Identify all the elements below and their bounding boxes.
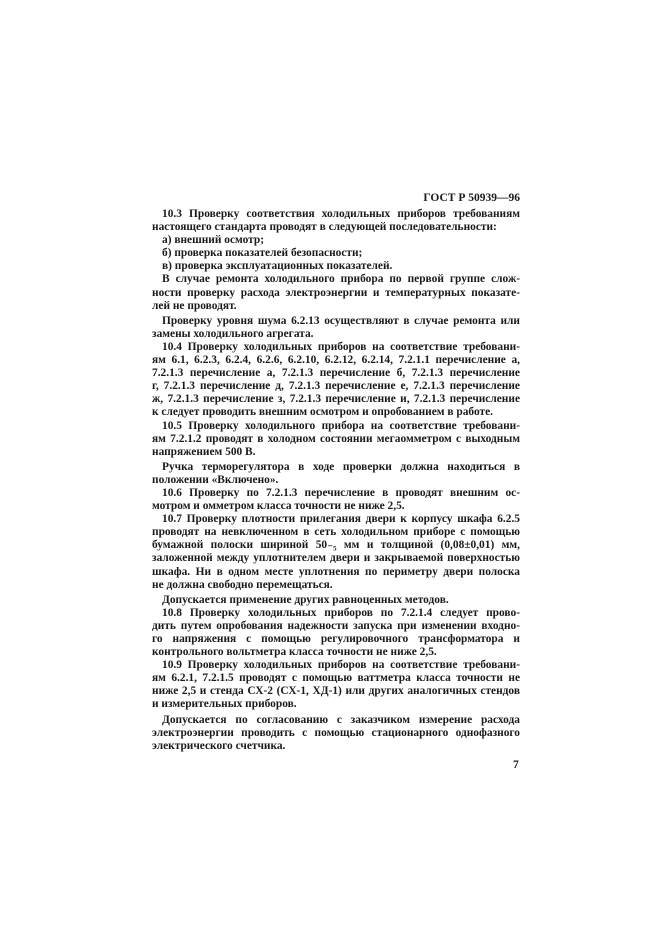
- text-line: шкафа. Ни в одном месте уплотнения по периметру двери полоска: [152, 565, 520, 578]
- text-line: не должна свободно перемещаться.: [152, 578, 333, 591]
- text-line: го напряжения с помощью регулировочного трансформатора и: [152, 633, 520, 645]
- paragraph: [152, 315, 520, 341]
- text-line: электрического счетчика.: [152, 739, 286, 752]
- paragraph: [152, 208, 520, 234]
- paragraph: [152, 487, 520, 513]
- text-line: мотром и омметром класса точности не ниже 2,5.: [152, 500, 405, 513]
- paragraph: [152, 659, 520, 711]
- text-line: ниже 2,5 и стенда СХ-2 (СХ-1, ХД-1) или других аналогичных стендов: [152, 685, 520, 698]
- text-line: проводят на невключенном в сеть холодильном приборе с помощью: [152, 526, 520, 539]
- text-line: 10.7 Проверку плотности прилегания двери к корпусу шкафа 6.2.5: [162, 513, 520, 526]
- text-line: электроэнергии проводить с помощью стационарного однофазного: [152, 726, 520, 739]
- text-line: замены холодильного агрегата.: [152, 327, 314, 340]
- text-line: бумажной полоски шириной 50₋₅ мм и толщиной (0,08±0,01) мм,: [152, 539, 520, 552]
- text-line: 10.9 Проверку холодильных приборов на соответствие требовани-: [162, 659, 520, 672]
- list-item: [152, 260, 520, 273]
- text-line: положении «Включено».: [152, 473, 279, 486]
- text-line: б) проверка показателей безопасности;: [162, 247, 363, 260]
- page-number: 7: [513, 759, 519, 771]
- text-line: ям 7.2.1.2 проводят в холодном состоянии мегаомметром с выходным: [152, 432, 520, 445]
- text-line: ж, 7.2.1.3 перечисление з, 7.2.1.3 перечисление и, 7.2.1.3 перечисление: [152, 393, 520, 406]
- text-line: Ручка терморегулятора в ходе проверки должна находиться в: [162, 460, 520, 473]
- text-line: 10.4 Проверку холодильных приборов на соответствие требовани-: [162, 340, 520, 353]
- text-line: в) проверка эксплуатационных показателей.: [162, 260, 393, 273]
- paragraph: [152, 714, 520, 753]
- paragraph: [152, 513, 520, 592]
- text-line: 7.2.1.3 перечисление а, 7.2.1.3 перечисление б, 7.2.1.3 перечисление: [152, 367, 520, 380]
- paragraph: [152, 420, 520, 459]
- text-line: ям 6.1, 6.2.3, 6.2.4, 6.2.6, 6.2.10, 6.2.12, 6.2.14, 7.2.1.1 перечисление а,: [152, 354, 520, 367]
- text-line: напряжением 500 В.: [152, 445, 256, 458]
- text-line: Допускается применение других равноценных методов.: [162, 593, 449, 606]
- document-header: ГОСТ Р 50939—96: [423, 192, 520, 204]
- paragraph: [152, 607, 520, 659]
- text-line: ям 6.2.1, 7.2.1.5 проводят с помощью ваттметра класса точности не: [152, 672, 520, 685]
- text-line: Допускается по согласованию с заказчиком измерение расхода: [162, 713, 520, 726]
- text-line: дить путем опробования надежности запуска при изменении входно-: [152, 619, 520, 632]
- paragraph: [152, 461, 520, 487]
- list-item: [152, 247, 520, 260]
- text-line: 10.6 Проверку по 7.2.1.3 перечисление в проводят внешним ос-: [162, 486, 520, 499]
- document-body: [152, 208, 520, 753]
- paragraph: [152, 273, 520, 312]
- text-line: Проверку уровня шума 6.2.13 осуществляют в случае ремонта или: [162, 314, 520, 327]
- text-line: 10.3 Проверку соответствия холодильных приборов требованиям: [162, 208, 520, 220]
- text-line: заложенной между уплотнителем двери и закрываемой поверхностью: [152, 552, 520, 565]
- paragraph: [152, 594, 520, 607]
- text-line: 10.5 Проверку холодильного прибора на соответствие требовани-: [162, 419, 520, 432]
- text-line: лей не проводят.: [152, 299, 237, 312]
- text-line: В случае ремонта холодильного прибора по первой группе слож-: [162, 273, 520, 286]
- text-line: к следует проводить внешним осмотром и опробованием в работе.: [152, 406, 493, 419]
- text-line: а) внешний осмотр;: [162, 234, 265, 247]
- text-line: и измерительных приборов.: [152, 698, 297, 711]
- text-line: настоящего стандарта проводят в следующей последовательности:: [152, 221, 497, 234]
- list-item: [152, 234, 520, 247]
- text-line: 10.8 Проверку холодильных приборов по 7.2.1.4 следует прово-: [162, 606, 520, 619]
- text-line: г, 7.2.1.3 перечисление д, 7.2.1.3 перечисление е, 7.2.1.3 перечисление: [152, 380, 520, 393]
- text-line: ности проверку расхода электроэнергии и температурных показате-: [152, 286, 520, 299]
- paragraph: [152, 341, 520, 420]
- text-line: контрольного вольтметра класса точности не ниже 2,5.: [152, 646, 437, 659]
